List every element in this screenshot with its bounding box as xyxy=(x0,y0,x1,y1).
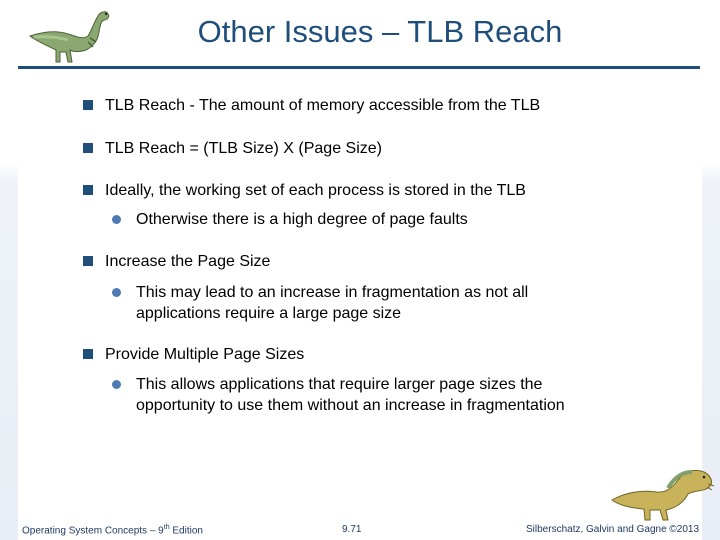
square-bullet-icon xyxy=(83,143,93,153)
square-bullet-icon xyxy=(83,256,93,266)
right-decoration-band xyxy=(702,0,720,540)
dinosaur-logo-bottom-icon xyxy=(608,462,718,522)
round-bullet-icon xyxy=(112,288,121,297)
sub-bullet-text: This may lead to an increase in fragmentation as not all xyxy=(136,284,529,301)
sub-bullet-text: This allows applications that require larger page sizes the xyxy=(136,376,543,393)
slide-title: Other Issues – TLB Reach xyxy=(197,14,563,49)
square-bullet-icon xyxy=(83,185,93,195)
left-decoration-band xyxy=(0,0,18,540)
sub-bullet-text: Otherwise there is a high degree of page faults xyxy=(136,211,468,228)
bullet-text: Provide Multiple Page Sizes xyxy=(105,346,305,363)
round-bullet-icon xyxy=(112,215,121,224)
bullet-text: Ideally, the working set of each process is stored in the TLB xyxy=(105,182,526,199)
footer-copyright: Silberschatz, Galvin and Gagne ©2013 xyxy=(526,524,700,535)
bullet-text: Increase the Page Size xyxy=(105,253,271,270)
footer-book-title: Operating System Concepts – 9th Edition xyxy=(22,524,203,537)
footer-page-number: 9.71 xyxy=(342,524,362,535)
square-bullet-icon xyxy=(83,349,93,359)
title-underline xyxy=(18,66,700,69)
round-bullet-icon xyxy=(112,380,121,389)
square-bullet-icon xyxy=(83,100,93,110)
bullet-text: TLB Reach - The amount of memory accessible from the TLB xyxy=(105,97,541,114)
sub-bullet-text: opportunity to use them without an increase in fragmentation xyxy=(136,397,565,414)
bullet-text: TLB Reach = (TLB Size) X (Page Size) xyxy=(105,140,382,157)
sub-bullet-text: applications require a large page size xyxy=(136,305,402,322)
